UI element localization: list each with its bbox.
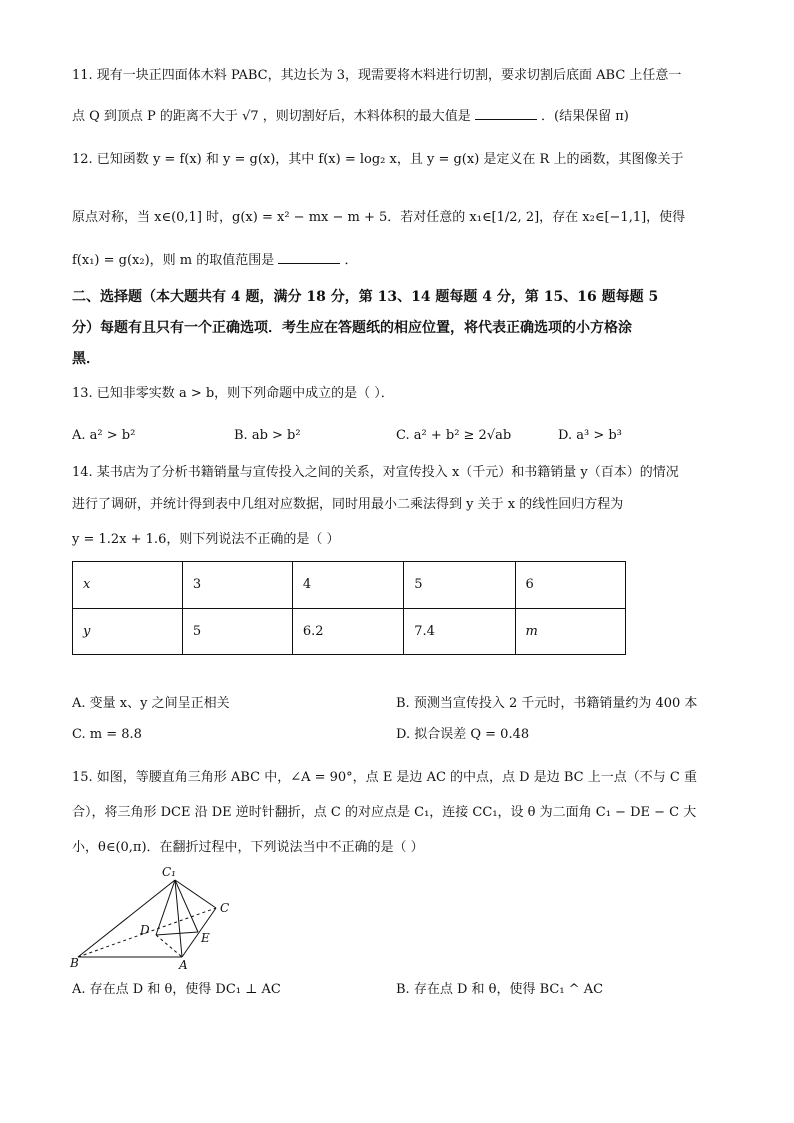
table-row [73,562,626,609]
q12-line1: 12. 已知函数 y = f(x) 和 y = g(x)，其中 f(x) = log₂ x，且 y = g(x) 是定义在 R 上的函数，其图像关于 [72,152,684,167]
q11-line2 [72,107,629,127]
q15-line3: 小，θ∈(0,π)．在翻折过程中，下列说法当中不正确的是（ ） [72,840,424,855]
q11-line2-tail: ．(结果保留 π) [541,109,629,124]
q12-line2: 原点对称，当 x∈(0,1] 时，g(x) = x² − mx − m + 5．若对任意的 x₁∈[1/2, 2]，存在 x₂∈[−1,1]，使得 [72,210,686,225]
q13-option-c[interactable]: C. a² + b² ≥ 2√ab [396,428,512,443]
label-e: E [201,931,210,945]
q14-option-d[interactable]: D. 拟合误差 Q = 0.48 [396,727,530,742]
q15-line2: 合），将三角形 DCE 沿 DE 逆时针翻折，点 C 的对应点是 C₁，连接 CC₁，设 θ 为二面角 C₁ − DE − C 大 [72,805,697,820]
q15-option-b[interactable]: B. 存在点 D 和 θ，使得 BC₁ ^ AC [396,982,604,997]
table-row [73,608,626,655]
q12-line3 [72,251,358,271]
table-cell: 7.4 [404,608,515,655]
q14-line2: 进行了调研，并统计得到表中几组对应数据，同时用最小二乘法得到 y 关于 x 的线性回归方程为 [72,497,624,512]
section2-heading-line3: 黑． [72,351,100,367]
q13-option-d[interactable]: D. a³ > b³ [558,428,622,443]
edge-c1d [156,880,175,935]
table-cell: x [73,562,183,609]
q14-line3: y = 1.2x + 1.6，则下列说法不正确的是（ ） [72,532,340,547]
q14-option-a[interactable]: A. 变量 x、y 之间呈正相关 [72,696,230,711]
table-cell: 4 [292,562,403,609]
table-cell: 3 [182,562,292,609]
section2-heading-line2: 分）每题有且只有一个正确选项．考生应在答题纸的相应位置，将代表正确选项的小方格涂 [72,320,632,336]
table-cell: 5 [182,608,292,655]
q12-answer-blank[interactable] [278,251,340,264]
q15-option-a[interactable]: A. 存在点 D 和 θ，使得 DC₁ ⊥ AC [72,982,281,997]
q12-line3-tail: ． [344,253,358,268]
q11-line1: 11. 现有一块正四面体木料 PABC，其边长为 3，现需要将木料进行切割，要求切割后底面 ABC 上任意一 [72,68,682,83]
q14-line1: 14. 某书店为了分析书籍销量与宣传投入之间的关系，对宣传投入 x（千元）和书籍销量 y（百本）的情况 [72,465,679,480]
edge-c1a [175,880,182,957]
label-c: C [220,901,230,915]
edge-de [156,932,198,935]
q15-line1: 15. 如图，等腰直角三角形 ABC 中，∠A = 90°，点 E 是边 AC 的中点，点 D 是边 BC 上一点（不与 C 重 [72,770,697,785]
table-cell: 6.2 [292,608,403,655]
q13-stem: 13. 已知非零实数 a > b，则下列命题中成立的是（ ）． [72,386,394,401]
table-cell: 5 [404,562,515,609]
q14-option-c[interactable]: C. m = 8.8 [72,727,142,742]
label-b: B [70,956,79,970]
q14-option-b[interactable]: B. 预测当宣传投入 2 千元时，书籍销量约为 400 本 [396,696,698,711]
q12-line3-text: f(x₁) = g(x₂)，则 m 的取值范围是 [72,253,275,268]
edge-bc1 [78,880,175,957]
q13-option-b[interactable]: B. ab > b² [234,428,301,443]
edge-da-dashed [156,935,182,957]
q11-answer-blank[interactable] [475,107,537,120]
label-d: D [140,923,150,937]
table-cell: y [73,608,183,655]
folded-triangle-figure [70,862,260,972]
table-cell: 6 [515,562,625,609]
section2-heading-line1: 二、选择题（本大题共有 4 题，满分 18 分，第 13、14 题每题 4 分，第 15、16 题每题 5 [72,289,659,305]
q11-line2-text: 点 Q 到顶点 P 的距离不大于 √7 ，则切割好后，木料体积的最大值是 [72,109,471,124]
table-cell: m [515,608,625,655]
label-a: A [179,958,188,972]
q14-data-table [72,561,626,655]
q13-option-a[interactable]: A. a² > b² [72,428,136,443]
label-c1: C₁ [162,865,176,879]
